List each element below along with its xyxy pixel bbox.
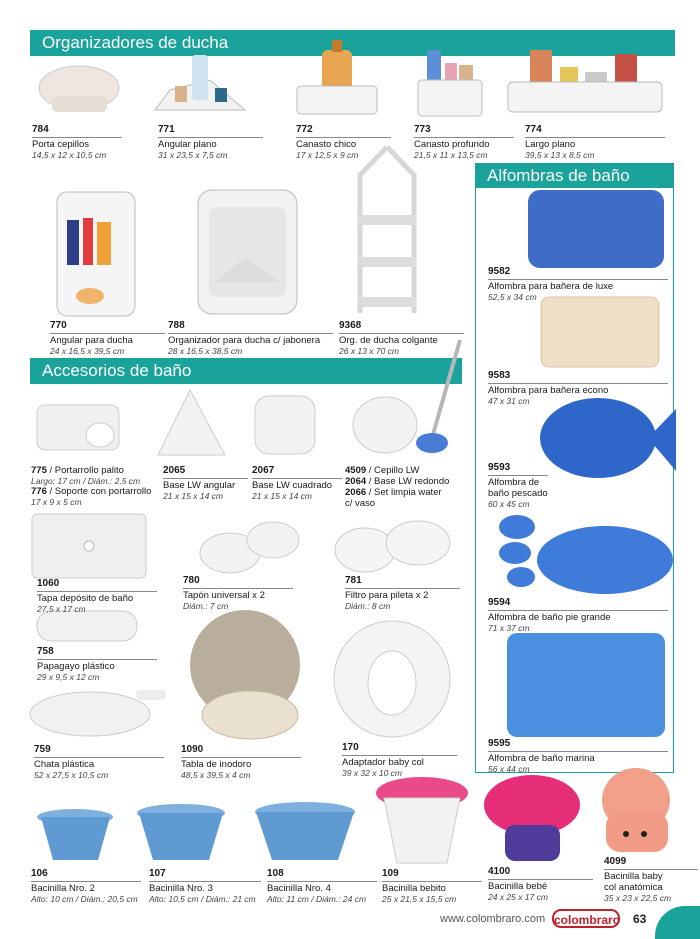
product-780 — [183, 575, 293, 611]
product-dims: 47 x 31 cm — [488, 396, 530, 406]
product-758 — [37, 646, 157, 682]
product-name: Angular plano — [158, 139, 217, 150]
product-name: Alfombra de baño pie grande — [488, 612, 611, 623]
product-image-106 — [33, 805, 123, 865]
product-9595 — [488, 738, 668, 774]
product-109 — [382, 868, 482, 904]
product-name: Tapa depósito de baño — [37, 593, 134, 604]
divider — [181, 757, 301, 758]
product-image-4100 — [480, 770, 585, 865]
divider — [267, 881, 377, 882]
product-image-9595 — [506, 632, 666, 738]
product-dims: 17 x 9 x 5 cm — [31, 497, 82, 507]
product-9583 — [488, 370, 668, 406]
product-name: Tabla de inodoro — [181, 759, 252, 770]
product-dims: Alto: 11 cm / Diám.: 24 cm — [267, 894, 367, 904]
divider — [525, 137, 665, 138]
product-dims: 17 x 12,5 x 9 cm — [296, 150, 359, 160]
product-image-108 — [250, 798, 362, 866]
product-code: 776 — [31, 486, 47, 497]
product-image-771 — [150, 50, 250, 120]
product-dims: 26 x 13 x 70 cm — [339, 346, 400, 356]
product-code: 2066 — [345, 487, 367, 498]
product-code: 784 — [32, 124, 49, 135]
product-image-170 — [330, 617, 455, 742]
product-name: Alfombra para bañera econo — [488, 385, 609, 396]
product-dims: Largo: 17 cm / Diám.: 2,5 cm — [31, 476, 141, 486]
product-name: Alfombra para bañera de luxe — [488, 281, 614, 292]
product-line-4509 — [345, 465, 465, 476]
product-dims: 28 x 16,5 x 38,5 cm — [168, 346, 243, 356]
product-dims: Diám.: 7 cm — [183, 601, 229, 611]
product-name: / Base LW redondo — [368, 476, 450, 487]
product-dims: 39,5 x 13 x 8,5 cm — [525, 150, 595, 160]
product-770 — [50, 320, 165, 356]
product-image-1090 — [180, 605, 315, 745]
product-dims: 24 x 25 x 17 cm — [488, 892, 549, 902]
product-2067 — [252, 465, 342, 501]
divider — [168, 333, 333, 334]
product-code: 770 — [50, 320, 67, 331]
product-name: Canasto chico — [296, 139, 357, 150]
product-code: 773 — [414, 124, 431, 135]
divider — [488, 879, 593, 880]
product-775-776 — [31, 465, 161, 507]
product-code: 108 — [267, 868, 284, 879]
product-772 — [296, 124, 391, 160]
product-dims: 25 x 21,5 x 15,5 cm — [382, 894, 457, 904]
product-code: 2064 — [345, 476, 367, 487]
product-name: Bacinilla bebito — [382, 883, 446, 894]
product-code: 9593 — [488, 462, 511, 473]
product-name: Bacinilla Nro. 3 — [149, 883, 213, 894]
product-9593 — [488, 462, 548, 509]
product-image-781 — [330, 515, 455, 575]
product-108 — [267, 868, 377, 904]
product-image-9583 — [540, 296, 660, 368]
product-dims: Alto: 10 cm / Diám.: 20,5 cm — [31, 894, 138, 904]
divider — [32, 137, 122, 138]
product-code: 771 — [158, 124, 175, 135]
product-dims: 35 x 23 x 22,5 cm — [604, 893, 672, 903]
product-name: Chata plástica — [34, 759, 95, 770]
product-code: 774 — [525, 124, 542, 135]
product-4100 — [488, 866, 593, 902]
product-code: 109 — [382, 868, 399, 879]
divider — [342, 755, 457, 756]
product-image-772 — [292, 38, 382, 118]
product-name-line1: Bacinilla baby — [604, 871, 663, 882]
divider — [488, 279, 668, 280]
product-code: 1060 — [37, 578, 60, 589]
product-170 — [342, 742, 457, 778]
product-dims: 21 x 15 x 14 cm — [163, 491, 224, 501]
product-image-4099 — [598, 762, 676, 857]
product-image-788 — [195, 187, 300, 317]
divider — [296, 137, 391, 138]
product-image-109 — [372, 768, 472, 868]
product-image-775 — [32, 395, 127, 460]
product-name: Filtro para pileta x 2 — [345, 590, 429, 601]
product-dims: 60 x 45 cm — [488, 499, 530, 509]
product-name: Angular para ducha — [50, 335, 133, 346]
product-code: 9594 — [488, 597, 511, 608]
product-name: Canasto profundo — [414, 139, 490, 150]
divider — [252, 478, 342, 479]
product-1090 — [181, 744, 301, 780]
divider — [604, 869, 698, 870]
product-dims: 56 x 44 cm — [488, 764, 530, 774]
product-code: 758 — [37, 646, 54, 657]
product-dims: 24 x 16,5 x 39,5 cm — [50, 346, 125, 356]
divider — [183, 588, 293, 589]
divider — [345, 588, 460, 589]
product-code: 4509 — [345, 465, 367, 476]
product-dims: Alto: 10,5 cm / Diám.: 21 cm — [149, 894, 256, 904]
product-dims: 71 x 37 cm — [488, 623, 530, 633]
product-image-2065 — [150, 385, 230, 460]
product-name: Bacinilla Nro. 2 — [31, 883, 95, 894]
divider — [50, 333, 165, 334]
product-name: Papagayo plástico — [37, 661, 115, 672]
product-name: / Portarrollo palito — [49, 465, 124, 476]
divider — [488, 475, 548, 476]
product-line-2064 — [345, 476, 465, 487]
product-code: 2065 — [163, 465, 186, 476]
product-name: Organizador para ducha c/ jabonera — [168, 335, 321, 346]
product-9594 — [488, 597, 668, 633]
product-759 — [34, 744, 164, 780]
product-image-2067 — [250, 388, 320, 458]
product-name-line2: col anatómica — [604, 882, 663, 893]
divider — [488, 751, 668, 752]
product-code: 4099 — [604, 856, 627, 867]
product-code: 9582 — [488, 266, 511, 277]
product-dims: 14,5 x 12 x 10,5 cm — [32, 150, 107, 160]
product-code: 759 — [34, 744, 51, 755]
product-784 — [32, 124, 122, 160]
product-code: 170 — [342, 742, 359, 753]
product-image-9594 — [495, 505, 675, 600]
product-name: Org. de ducha colgante — [339, 335, 438, 346]
product-name: / Cepillo LW — [368, 465, 420, 476]
product-name: Base LW angular — [163, 480, 236, 491]
product-name-line2: c/ vaso — [345, 498, 376, 509]
product-image-774 — [505, 42, 665, 117]
divider — [414, 137, 514, 138]
product-107 — [149, 868, 261, 904]
divider — [382, 881, 482, 882]
product-771 — [158, 124, 263, 160]
product-code: 788 — [168, 320, 185, 331]
product-name: Largo plano — [525, 139, 576, 150]
product-image-9582 — [527, 189, 665, 269]
product-line-775 — [31, 465, 161, 476]
divider — [31, 881, 141, 882]
product-name: Adaptador baby col — [342, 757, 424, 768]
product-image-773 — [415, 45, 485, 120]
product-code: 781 — [345, 575, 362, 586]
section-title: Organizadores de ducha — [42, 33, 229, 52]
product-dims: 52,5 x 34 cm — [488, 292, 537, 302]
section-title: Alfombras de baño — [487, 166, 630, 185]
product-code: 106 — [31, 868, 48, 879]
product-dims: 48,5 x 39,5 x 4 cm — [181, 770, 251, 780]
product-name: Bacinilla bebé — [488, 881, 548, 892]
product-line-2066 — [345, 487, 465, 498]
product-dims: 39 x 32 x 10 cm — [342, 768, 403, 778]
product-code: 9595 — [488, 738, 511, 749]
product-code: 9368 — [339, 320, 362, 331]
divider — [488, 610, 668, 611]
divider — [158, 137, 263, 138]
product-781 — [345, 575, 460, 611]
product-106 — [31, 868, 141, 904]
brand-logo: colombraro — [552, 909, 620, 928]
product-code: 107 — [149, 868, 166, 879]
divider — [163, 478, 248, 479]
product-774 — [525, 124, 665, 160]
product-dims: 29 x 9,5 x 12 cm — [37, 672, 100, 682]
product-1060 — [37, 578, 157, 614]
divider — [488, 383, 668, 384]
product-name-line1: Alfombra de — [488, 477, 540, 488]
product-image-107 — [133, 800, 233, 865]
product-code: 9583 — [488, 370, 511, 381]
product-code: 772 — [296, 124, 313, 135]
product-code: 780 — [183, 575, 200, 586]
product-4099 — [604, 856, 698, 903]
page-corner-tab — [655, 906, 700, 939]
section-header-bath-rugs — [475, 163, 674, 188]
product-dims: 52 x 27,5 x 10,5 cm — [34, 770, 109, 780]
product-image-780 — [195, 518, 305, 578]
product-dims: 27,5 x 17 cm — [37, 604, 86, 614]
divider — [339, 333, 464, 334]
product-2065 — [163, 465, 248, 501]
product-name: Bacinilla Nro. 4 — [267, 883, 331, 894]
product-code: 1090 — [181, 744, 204, 755]
product-4509-2064-2066 — [345, 465, 465, 509]
section-title: Accesorios de baño — [42, 361, 192, 380]
product-name: Porta cepillos — [32, 139, 90, 150]
product-9368 — [339, 320, 464, 356]
product-name: / Soporte con portarrollo — [49, 486, 152, 497]
product-dims: Diám.: 8 cm — [345, 601, 391, 611]
divider — [149, 881, 261, 882]
product-name: Alfombra de baño marina — [488, 753, 595, 764]
product-code: 4100 — [488, 866, 511, 877]
product-line-776 — [31, 486, 161, 497]
divider — [37, 659, 157, 660]
product-code: 775 — [31, 465, 47, 476]
product-image-9368 — [350, 145, 425, 317]
product-dims: 31 x 23,5 x 7,5 cm — [158, 150, 228, 160]
product-image-784 — [32, 62, 127, 122]
product-dims: 21 x 15 x 14 cm — [252, 491, 313, 501]
product-name-line2: baño pescado — [488, 488, 548, 499]
divider — [34, 757, 164, 758]
page-number: 63 — [633, 912, 647, 926]
product-code: 2067 — [252, 465, 275, 476]
product-name: / Set limpia water — [368, 487, 442, 498]
product-name: Base LW cuadrado — [252, 480, 333, 491]
divider — [37, 591, 157, 592]
product-9582 — [488, 266, 668, 302]
product-788 — [168, 320, 333, 356]
product-image-759 — [28, 682, 168, 740]
footer-url[interactable]: www.colombraro.com — [440, 913, 546, 925]
product-image-1060 — [30, 512, 148, 580]
product-name: Tapón universal x 2 — [183, 590, 265, 601]
product-image-770 — [55, 190, 137, 318]
product-dims: 21,5 x 11 x 13,5 cm — [414, 150, 488, 160]
product-773 — [414, 124, 514, 160]
